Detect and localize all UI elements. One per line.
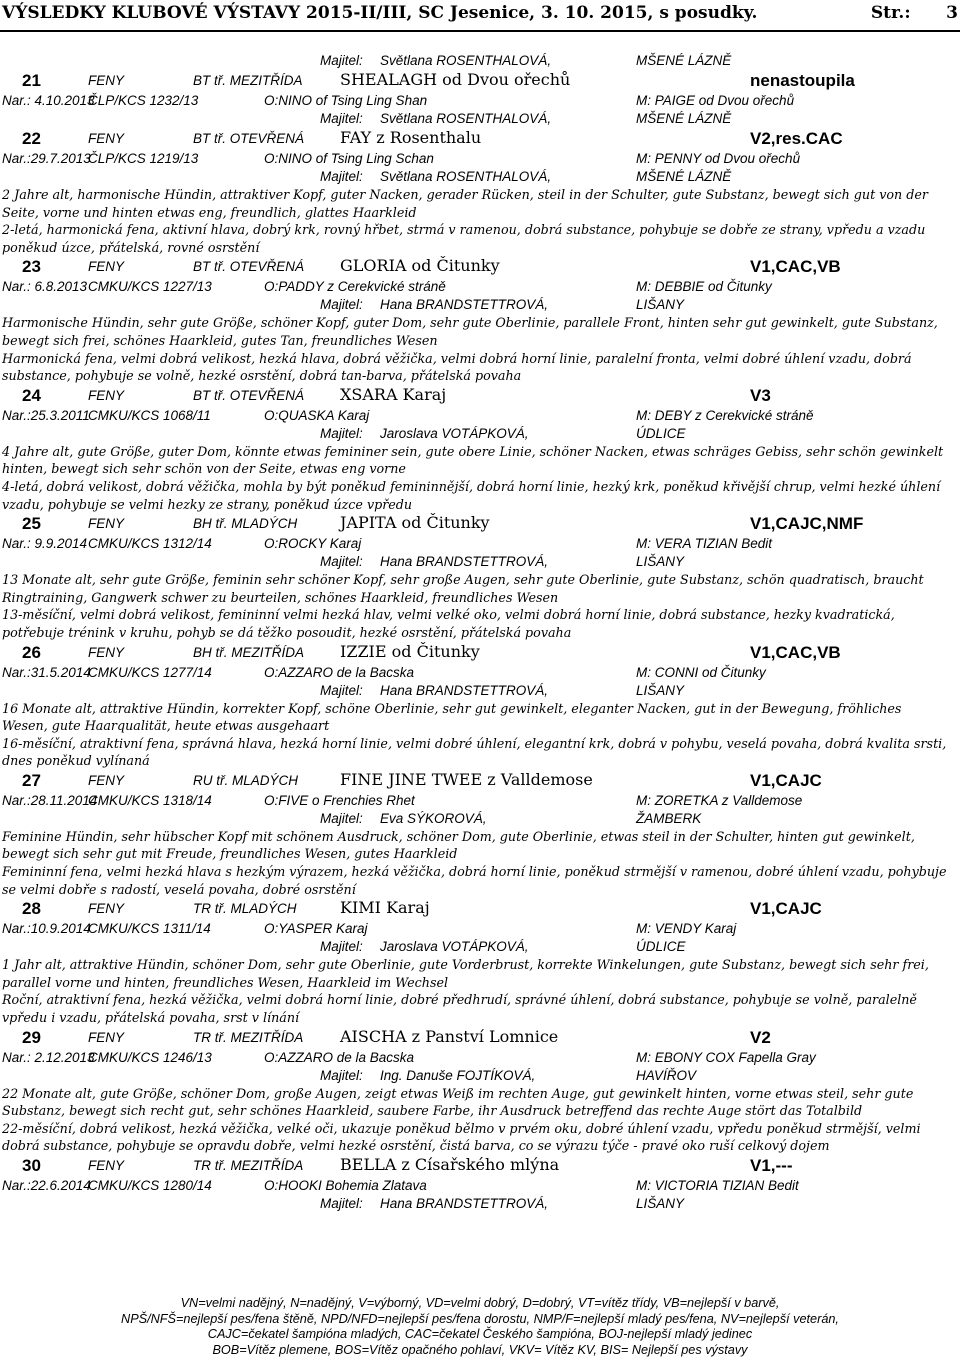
father-name: O:ROCKY Karaj: [264, 536, 362, 552]
mother-name: M: PENNY od Dvou ořechů: [636, 151, 801, 166]
class-label: BH tř. MEZITŘÍDA: [193, 644, 304, 660]
birth-date: Nar.:22.6.2014: [2, 1178, 91, 1193]
registration-number: CMKU/KCS 1280/14: [88, 1178, 212, 1193]
critique-paragraph: 13 Monate alt, sehr gute Größe, feminin sehr schöner Kopf, sehr große Augen, sehr gute Oberlinie, gute Substanz, schön quadratisch, braucht Ringtraining, Gangwerk schwer zu beurteilen, schönes Haarkleid, freundliches Wesen: [2, 572, 924, 605]
dog-name: SHEALAGH od Dvou ořechů: [340, 70, 571, 89]
owner-name: Světlana ROSENTHALOVÁ,: [380, 111, 552, 126]
class-label: BT tř. OTEVŘENÁ: [193, 259, 305, 275]
critique-paragraph: Roční, atraktivní fena, hezká věžička, velmi dobrá horní linie, dobré předhrudí, správné úhlení, dobrá substance, pohybuje se volně, paralelně vpředu i vzadu, přátelská povaha, srst v línání: [2, 992, 917, 1026]
entry-heading: [0, 385, 960, 407]
pedigree-line: [0, 664, 960, 682]
registration-number: CMKU/KCS 1311/14: [88, 921, 211, 937]
owner-place: ÚDLICE: [636, 939, 686, 955]
entry-heading: [0, 513, 960, 535]
sex-label: FENY: [88, 259, 125, 275]
critique-paragraph: 22-měsíční, dobrá velikost, hezká věžička, velké oči, ukazuje poněkud bělmo v prvém oku, dobré úhlení vzadu, vpředu poněkud strmější, velmi dobrá substance, pohybuje se opravdu dobře, velmi hezké osrstění, čistá barva, co se výrazu týče - pravé oko ruší celkový dojem: [2, 1120, 921, 1154]
owner-label: Majitel:: [320, 810, 363, 826]
owner-place: LIŠANY: [636, 682, 685, 698]
pedigree-line: [0, 1049, 960, 1067]
dog-entry: [0, 385, 960, 513]
catalog-number: 24: [22, 385, 41, 405]
result-badge: V2: [750, 1027, 771, 1047]
owner-name: Eva SÝKOROVÁ,: [380, 810, 487, 826]
owner-place: HAVÍŘOV: [636, 1067, 697, 1083]
birth-date: Nar.: 2.12.2013: [2, 1049, 95, 1065]
result-badge: V1,CAJC: [750, 899, 822, 919]
owner-line: [0, 938, 960, 956]
sex-label: FENY: [88, 131, 125, 146]
class-label: RU tř. MLADÝCH: [193, 772, 299, 788]
dog-entry: [0, 256, 960, 384]
birth-date: Nar.:28.11.2014: [2, 792, 98, 808]
critique-paragraph: 4 Jahre alt, gute Größe, guter Dom, könnte etwas femininer sein, gute obere Linie, schöner Nacken, etwas schräges Gebiss, sehr schön gewinkelt hinten, bewegt sich sehr schön von der Seite, etwas eng vorne: [2, 443, 944, 477]
result-badge: V1,CAJC,NMF: [750, 514, 864, 534]
page-header: [0, 0, 960, 30]
page-label: Str.:: [870, 3, 911, 23]
owner-label: Majitel:: [320, 554, 363, 570]
catalog-number: 22: [22, 129, 41, 148]
catalog-number: 29: [22, 1027, 41, 1047]
pedigree-line: [0, 150, 960, 168]
pedigree-line: [0, 407, 960, 425]
entry-heading: [0, 1027, 960, 1049]
mother-name: M: VENDY Karaj: [636, 921, 737, 937]
owner-name: Světlana ROSENTHALOVÁ,: [380, 53, 552, 68]
result-badge: V3: [750, 385, 771, 405]
dog-name: AISCHA z Panství Lomnice: [340, 1026, 559, 1046]
legend-line: BOB=Vítěz plemene, BOS=Vítěz opačného pohlaví, VKV= Vítěz KV, BIS= Nejlepší pes výstavy: [212, 1342, 748, 1357]
registration-number: ČLP/KCS 1232/13: [88, 93, 199, 108]
mother-name: M: VERA TIZIAN Bedit: [636, 536, 773, 552]
catalog-number: 25: [22, 514, 41, 534]
owner-label: Majitel:: [320, 53, 363, 68]
registration-number: CMKU/KCS 1277/14: [88, 664, 212, 680]
mother-name: M: DEBY z Cerekvické stráně: [636, 407, 814, 423]
owner-label: Majitel:: [320, 169, 363, 184]
entry-heading: [0, 770, 960, 792]
birth-date: Nar.: 4.10.2013: [2, 93, 95, 108]
sex-label: FENY: [88, 516, 125, 532]
dog-entry: [0, 898, 960, 1026]
owner-line: [0, 810, 960, 828]
owner-name: Světlana ROSENTHALOVÁ,: [380, 169, 552, 184]
legend-line: VN=velmi nadějný, N=nadějný, V=výborný, VD=velmi dobrý, D=dobrý, VT=vítěz třídy, VB=nejlepší v barvě,: [180, 1296, 780, 1310]
sex-label: FENY: [88, 901, 125, 917]
owner-place: LIŠANY: [636, 554, 685, 570]
results-list: [0, 52, 960, 1213]
dog-entry: [0, 128, 960, 256]
owner-name: Hana BRANDSTETTROVÁ,: [380, 297, 549, 313]
owner-line: [0, 553, 960, 571]
birth-date: Nar.: 6.8.2013: [2, 279, 88, 295]
birth-date: Nar.:29.7.2013: [2, 151, 91, 166]
father-name: O:AZZARO de la Bacska: [264, 1049, 415, 1065]
sex-label: FENY: [88, 387, 125, 403]
owner-line: [0, 110, 960, 128]
mother-name: M: EBONY COX Fapella Gray: [636, 1049, 816, 1065]
pedigree-line: [0, 1177, 960, 1195]
father-name: O:NINO of Tsing Ling Shan: [264, 93, 428, 108]
father-name: O:FIVE o Frenchies Rhet: [264, 792, 415, 808]
mother-name: M: DEBBIE od Čitunky: [636, 279, 772, 295]
dog-name: KIMI Karaj: [340, 898, 430, 918]
birth-date: Nar.: 9.9.2014: [2, 536, 88, 552]
owner-line: [0, 1067, 960, 1085]
sex-label: FENY: [88, 1158, 125, 1173]
page-title: VÝSLEDKY KLUBOVÉ VÝSTAVY 2015-II/III, SC Jesenice, 3. 10. 2015, s posudky.: [2, 3, 758, 23]
legend-line: CAJC=čekatel šampióna mladých, CAC=čekatel Českého šampióna, BOJ-nejlepší mladý jedinec: [207, 1327, 753, 1341]
page-number-value: 3: [946, 3, 958, 23]
sex-label: FENY: [88, 772, 125, 788]
entry-heading: [0, 898, 960, 920]
catalog-number: 23: [22, 257, 41, 277]
pedigree-line: [0, 278, 960, 296]
critique-paragraph: 22 Monate alt, gute Größe, schöner Dom, große Augen, zeigt etwas Weiß im rechten Auge, gut gewinkelt hinten, vorne etwas steil, sehr gute Substanz, bewegt sich recht gut, sehr schönes Haarkleid, saubere Farbe, ihr Ausdruck betreffend das rechte Auge stört das Totalbild: [2, 1085, 914, 1119]
registration-number: ČLP/KCS 1219/13: [88, 151, 199, 166]
owner-name: Hana BRANDSTETTROVÁ,: [380, 554, 549, 570]
owner-label: Majitel:: [320, 939, 363, 955]
owner-label: Majitel:: [320, 1067, 363, 1083]
class-label: TR tř. MEZITŘÍDA: [193, 1158, 304, 1173]
father-name: O:AZZARO de la Bacska: [264, 664, 415, 680]
owner-line: [0, 425, 960, 443]
critique-paragraph: 2 Jahre alt, harmonische Hündin, attraktiver Kopf, guter Nacken, gerader Rücken, steil in der Schulter, gute Substanz, bewegt sich gut von der Seite, vorne und hinten etwas eng, freundlich, glattes Haarkleid: [2, 187, 928, 220]
legend: [0, 1296, 960, 1358]
owner-place: ŽAMBERK: [636, 810, 702, 826]
father-name: O:QUASKA Karaj: [264, 407, 370, 423]
registration-number: CMKU/KCS 1318/14: [88, 792, 212, 808]
mother-name: M: CONNI od Čitunky: [636, 664, 766, 680]
mother-name: M: VICTORIA TIZIAN Bedit: [636, 1178, 799, 1193]
page-number: [871, 3, 958, 23]
owner-place: ÚDLICE: [636, 425, 686, 441]
mother-name: M: ZORETKA z Valldemose: [636, 792, 803, 808]
class-label: BH tř. MLADÝCH: [193, 516, 298, 532]
dog-name: FAY z Rosenthalu: [340, 128, 482, 147]
catalog-number: 27: [22, 770, 41, 790]
dog-entry: [0, 70, 960, 128]
critique-paragraph: Harmonische Hündin, sehr gute Größe, schöner Kopf, guter Dom, sehr gute Oberlinie, parallele Front, hinten sehr gut gewinkelt, gute Substanz, bewegt sich frei, schönes Haarkleid, gutes Tan, freundliches Wesen: [2, 315, 938, 348]
class-label: BT tř. MEZITŘÍDA: [193, 73, 303, 88]
sex-label: FENY: [88, 644, 125, 660]
father-name: O:NINO of Tsing Ling Schan: [264, 151, 434, 166]
owner-name: Hana BRANDSTETTROVÁ,: [380, 1196, 549, 1211]
owner-line: [0, 168, 960, 186]
dog-name: GLORIA od Čitunky: [340, 256, 500, 276]
class-label: TR tř. MLADÝCH: [193, 901, 297, 917]
mother-name: M: PAIGE od Dvou ořechů: [636, 93, 795, 108]
pedigree-line: [0, 92, 960, 110]
dog-name: BELLA z Císařského mlýna: [340, 1155, 560, 1174]
registration-number: CMKU/KCS 1246/13: [88, 1049, 212, 1065]
critique-paragraph: 13-měsíční, velmi dobrá velikost, femininní velmi hezká hlav, velmi velké oko, velmi dobrá horní linie, dobrá substance, hezky kvadratická, potřebuje trénink v kruhu, pohyb se dá těžko posoudit, hezké osrstění, přátelská povaha: [2, 607, 895, 640]
entry-heading: [0, 256, 960, 278]
registration-number: CMKU/KCS 1312/14: [88, 536, 212, 552]
entry-heading: [0, 1155, 960, 1177]
entry-heading: [0, 70, 960, 92]
owner-label: Majitel:: [320, 682, 363, 698]
owner-name: Hana BRANDSTETTROVÁ,: [380, 682, 549, 698]
father-name: O:HOOKI Bohemia Zlatava: [264, 1178, 427, 1193]
owner-name: Jaroslava VOTÁPKOVÁ,: [380, 425, 529, 441]
owner-label: Majitel:: [320, 425, 363, 441]
owner-place: LIŠANY: [636, 297, 685, 313]
dog-entry: [0, 513, 960, 641]
dog-entry: [0, 642, 960, 770]
critique-paragraph: 16-měsíční, atraktivní fena, správná hlava, hezká horní linie, velmi dobré úhlení, elegantní krk, dobrá v pohybu, veselá povaha, dobrá kvalita srsti, dnes poněkud vylínaná: [2, 735, 947, 769]
result-badge: V1,CAJC: [750, 770, 822, 790]
sex-label: FENY: [88, 1029, 125, 1045]
owner-line: [0, 682, 960, 700]
class-label: BT tř. OTEVŘENÁ: [193, 387, 305, 403]
critique-paragraph: 2-letá, harmonická fena, aktivní hlava, dobrý krk, rovný hřbet, strmá v ramenou, dobrá substance, pohybuje se dobře ze strany, vpředu a vzadu poněkud úzce, přátelská, rovné osrstění: [2, 222, 926, 255]
pedigree-line: [0, 920, 960, 938]
critique-paragraph: Femininní fena, velmi hezká hlava s hezkým výrazem, hezká věžička, dobrá horní linie, poněkud strmější v ramenou, dobré úhlení vzadu, pohybuje se velmi dobře s radostí, veselá povaha, dobré osrstění: [2, 864, 947, 897]
birth-date: Nar.:31.5.2014: [2, 664, 91, 680]
result-badge: V1,CAC,VB: [750, 642, 841, 662]
dog-name: IZZIE od Čitunky: [340, 641, 480, 661]
result-badge: V2,res.CAC: [750, 129, 843, 148]
critique-paragraph: 1 Jahr alt, attraktive Hündin, schöner Dom, sehr gute Oberlinie, gute Vorderbrust, korrekte Winkelungen, gute Substanz, bewegt sich sehr frei, parallel vorne und hinten, freundliches Wesen, Haarkleid im Wechsel: [2, 957, 929, 990]
critique-paragraph: 4-letá, dobrá velikost, dobrá věžička, mohla by být poněkud femininnější, dobrá horní linie, hezký krk, poněkud křivější chrup, velmi hezké úhlení vzadu, pohybuje se velmi hezky ze strany, poněkud úzce vpředu: [2, 478, 941, 512]
dog-entry: [0, 1155, 960, 1213]
registration-number: CMKU/KCS 1068/11: [88, 407, 211, 423]
owner-label: Majitel:: [320, 1196, 363, 1211]
owner-place: MŠENÉ LÁZNĚ: [636, 111, 732, 126]
dog-name: FINE JINE TWEE z Valldemose: [340, 769, 593, 789]
registration-number: CMKU/KCS 1227/13: [88, 279, 212, 295]
owner-name: Jaroslava VOTÁPKOVÁ,: [380, 939, 529, 955]
birth-date: Nar.:25.3.2011: [2, 407, 90, 423]
catalog-number: 28: [22, 899, 41, 919]
owner-name: Ing. Danuše FOJTÍKOVÁ,: [380, 1067, 536, 1083]
owner-line: [0, 296, 960, 314]
entry-heading: [0, 642, 960, 664]
result-badge: V1,CAC,VB: [750, 257, 841, 277]
critique-paragraph: Harmonická fena, velmi dobrá velikost, hezká hlava, dobrá věžička, velmi dobrá horní linie, paralelní fronta, velmi dobré úhlení vzadu, dobrá substance, pohybuje se volně, hezké osrstění, dobrá tan-barva, přátelská povaha: [2, 350, 912, 384]
owner-label: Majitel:: [320, 297, 363, 313]
owner-line: [0, 52, 960, 70]
birth-date: Nar.:10.9.2014: [2, 921, 91, 937]
catalog-number: 26: [22, 642, 41, 662]
dog-entry: [0, 1027, 960, 1155]
entry-heading: [0, 128, 960, 150]
dog-name: XSARA Karaj: [340, 384, 447, 404]
legend-line: NPŠ/NFŠ=nejlepší pes/fena štěně, NPD/NFD=nejlepší pes/fena dorostu, NMP/F=nejlepší mladý pes/fena, NV=nejlepší veterán,: [121, 1311, 839, 1326]
father-name: O:PADDY z Cerekvické stráně: [264, 279, 446, 295]
dog-name: JAPITA od Čitunky: [340, 513, 490, 533]
owner-place: MŠENÉ LÁZNĚ: [636, 169, 732, 184]
sex-label: FENY: [88, 73, 125, 88]
father-name: O:YASPER Karaj: [264, 921, 368, 937]
owner-place: MŠENÉ LÁZNĚ: [636, 53, 732, 68]
owner-place: LIŠANY: [636, 1196, 685, 1211]
critique-paragraph: Feminine Hündin, sehr hübscher Kopf mit schönem Ausdruck, schöner Dom, gute Oberlinie, etwas steil in der Schulter, hinten gut gewinkelt, bewegt sich sehr gut mit Freude, freundliches Wesen, gutes Haarkleid: [2, 828, 915, 862]
owner-line: [0, 1195, 960, 1213]
dog-entry: [0, 770, 960, 898]
header-rule: [0, 30, 960, 32]
catalog-number: 30: [22, 1156, 41, 1175]
catalog-number: 21: [22, 71, 41, 90]
pedigree-line: [0, 792, 960, 810]
critique-paragraph: 16 Monate alt, attraktive Hündin, korrekter Kopf, schöne Oberlinie, sehr gut gewinkelt, eleganter Nacken, gut in der Bewegung, fröhliches Wesen, gute Haarqualität, heute etwas ausgehaart: [2, 700, 902, 734]
result-badge: nenastoupila: [750, 71, 855, 90]
pedigree-line: [0, 535, 960, 553]
result-badge: V1,---: [750, 1156, 793, 1175]
owner-label: Majitel:: [320, 111, 363, 126]
class-label: BT tř. OTEVŘENÁ: [193, 131, 305, 146]
class-label: TR tř. MEZITŘÍDA: [193, 1029, 304, 1045]
